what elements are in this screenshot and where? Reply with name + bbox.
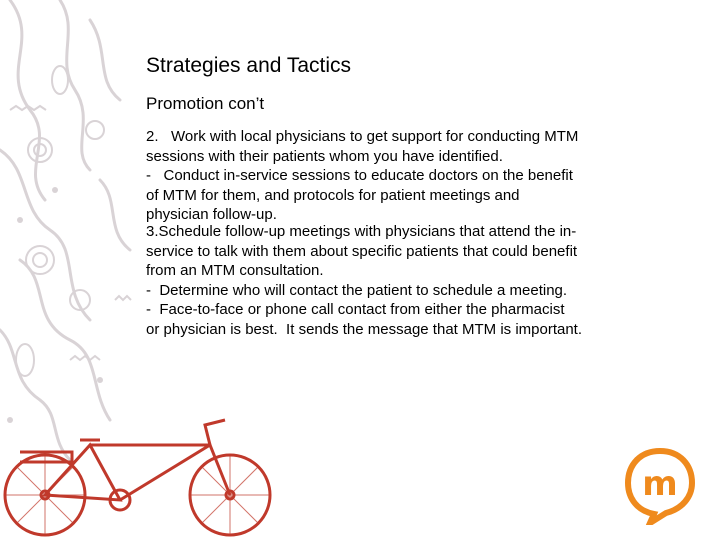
point-3-line: or physician is best. It sends the message that MTM is important. [146, 320, 583, 338]
point-2-line: - Conduct in-service sessions to educate doctors on the benefit [146, 167, 573, 184]
logo-letter: m [642, 464, 678, 504]
point-3-line: - Determine who will contact the patient to schedule a meeting. [146, 281, 568, 299]
slide-subtitle: Promotion con’t [146, 94, 265, 113]
slide-title: Strategies and Tactics [146, 54, 352, 77]
point-3 [146, 222, 686, 339]
point-3-line: - Face-to-face or phone call contact from either the pharmacist [146, 301, 565, 318]
point-3-line: from an MTM consultation. [146, 262, 324, 279]
point-2-line: sessions with their patients whom you have identified. [146, 147, 503, 165]
point-2-line: physician follow-up. [146, 206, 277, 223]
point-3-line: service to talk with them about specific patients that could benefit [146, 242, 578, 260]
point-3-line: 3.Schedule follow-up meetings with physicians that attend the in- [146, 223, 577, 240]
point-2-line: 2. Work with local physicians to get support for conducting MTM [146, 128, 579, 145]
point-2 [146, 127, 686, 225]
m-logo [620, 445, 700, 525]
bicycle-illustration [0, 400, 300, 540]
point-2-line: of MTM for them, and protocols for patient meetings and [146, 186, 520, 204]
